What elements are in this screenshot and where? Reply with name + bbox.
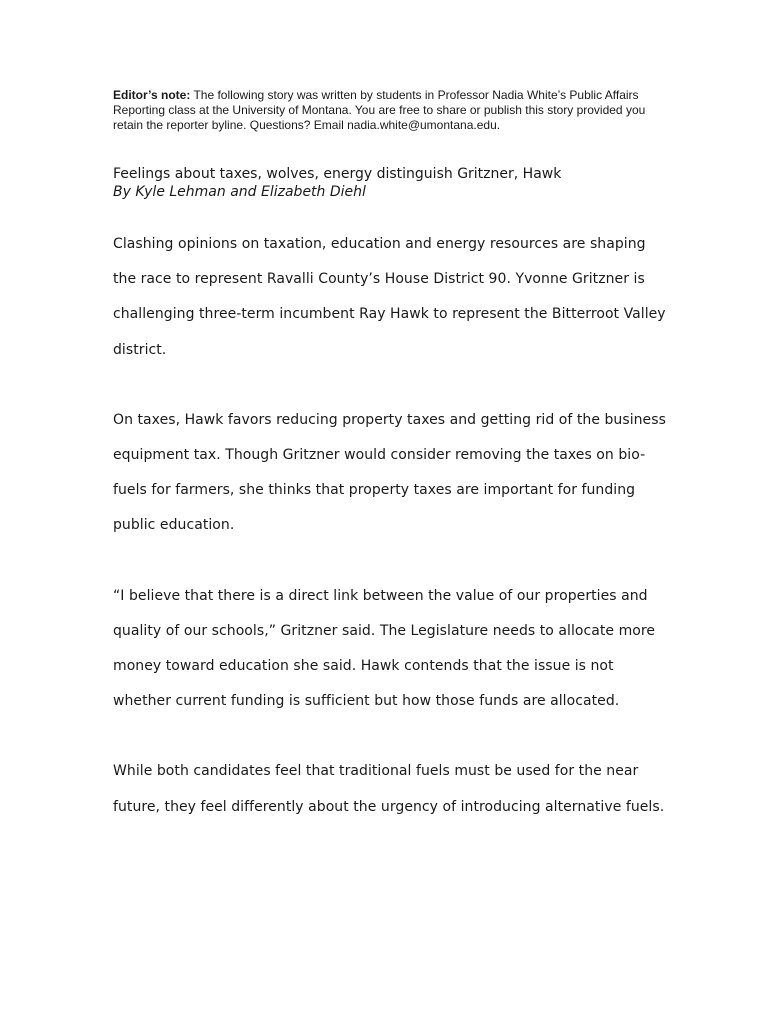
editors-note-label: Editor’s note:	[113, 88, 191, 102]
editors-note-text: The following story was written by students in Professor Nadia White’s Public Affairs Reporting class at the University of Montana. You are free to share or publish this story provided you retain the reporter byline. Questions? Email nadia.white@umontana.edu.	[113, 88, 646, 132]
document-page	[113, 88, 673, 860]
article-headline: Feelings about taxes, wolves, energy distinguish Gritzner, Hawk	[113, 166, 562, 182]
article-paragraph: Clashing opinions on taxation, education and energy resources are shaping the race to represent Ravalli County’s House District 90. Yvonne Gritzner is challenging three-term incumbent Ray Hawk to represent the Bitterroot Valley district.	[113, 236, 666, 358]
article-paragraph: While both candidates feel that traditional fuels must be used for the near future, they feel differently about the urgency of introducing alternative fuels.	[113, 763, 665, 815]
article-paragraph: “I believe that there is a direct link between the value of our properties and quality of our schools,” Gritzner said. The Legislature needs to allocate more money toward education she said. Hawk contends that the issue is not whether current funding is sufficient but how those funds are allocated.	[113, 587, 656, 710]
editors-note	[113, 88, 673, 133]
article-body	[113, 227, 673, 825]
article-paragraph: On taxes, Hawk favors reducing property taxes and getting rid of the business equipment tax. Though Gritzner would consider removing the taxes on bio-fuels for farmers, she thinks that property taxes are important for funding public education.	[113, 411, 666, 534]
article-byline: By Kyle Lehman and Elizabeth Diehl	[113, 184, 366, 200]
